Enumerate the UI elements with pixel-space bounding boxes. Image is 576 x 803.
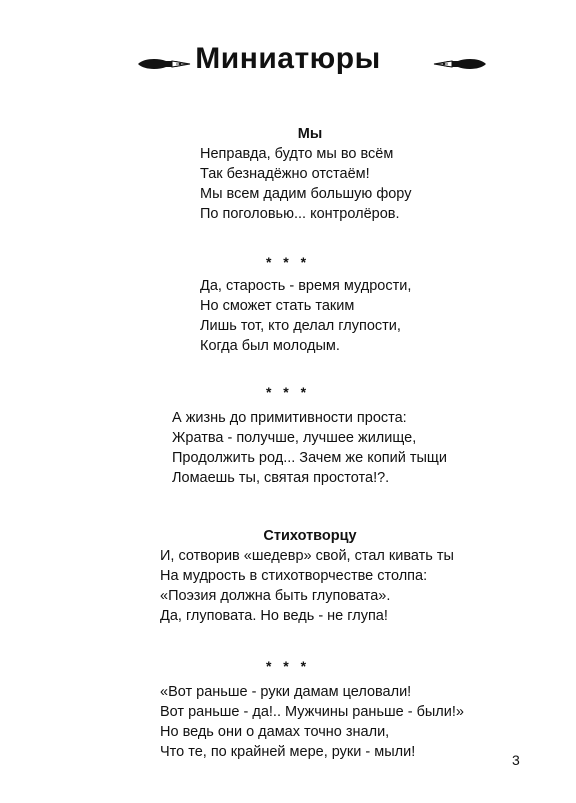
poem-line: Жратва - получше, лучшее жилище, <box>172 430 417 446</box>
poem-line: Что те, по крайней мере, руки - мыли! <box>160 744 416 760</box>
poem-ranshe <box>160 682 464 762</box>
poem-line: Мы всем дадим большую фору <box>200 186 412 202</box>
poem-line: Так безнадёжно отстаём! <box>200 166 370 182</box>
poem-line: «Поэзия должна быть глуповата». <box>160 588 391 604</box>
poem-line: Но сможет стать таким <box>200 298 355 314</box>
poem-line: Когда был молодым. <box>200 338 340 354</box>
poem-line: Продолжить род... Зачем же копий тыщи <box>172 450 447 466</box>
page-header <box>0 40 576 84</box>
poem-stikhotvortsu <box>160 526 460 626</box>
poem-line: На мудрость в стихотворчестве столпа: <box>160 568 428 584</box>
poem-starost <box>200 276 411 356</box>
poem-line: И, сотворив «шедевр» свой, стал кивать ты <box>160 548 454 564</box>
poem-line: «Вот раньше - руки дамам целовали! <box>160 684 412 700</box>
page-number: 3 <box>512 752 520 768</box>
poem-line: Ломаешь ты, святая простота!?. <box>172 470 390 486</box>
poem-line: Но ведь они о дамах точно знали, <box>160 724 390 740</box>
poem-my <box>200 124 420 224</box>
poem-line: А жизнь до примитивности проста: <box>172 410 407 426</box>
poem-line: Да, глуповата. Но ведь - не глупа! <box>160 608 388 624</box>
poem-line: Лишь тот, кто делал глупости, <box>200 318 401 334</box>
poem-title: Мы <box>297 126 323 142</box>
poem-line: По поголовью... контролёров. <box>200 206 400 222</box>
poem-zhizn <box>172 408 447 488</box>
poem-line: Вот раньше - да!.. Мужчины раньше - были!» <box>160 704 464 720</box>
poem-title: Стихотворцу <box>263 528 357 544</box>
stanza-separator: * * * <box>265 658 311 674</box>
stanza-separator: * * * <box>265 384 311 400</box>
fountain-pen-icon <box>432 52 488 74</box>
poem-line: Да, старость - время мудрости, <box>200 278 412 294</box>
poem-line: Неправда, будто мы во всём <box>200 146 394 162</box>
stanza-separator: * * * <box>265 254 311 270</box>
page-title: Миниатюры <box>195 42 381 75</box>
